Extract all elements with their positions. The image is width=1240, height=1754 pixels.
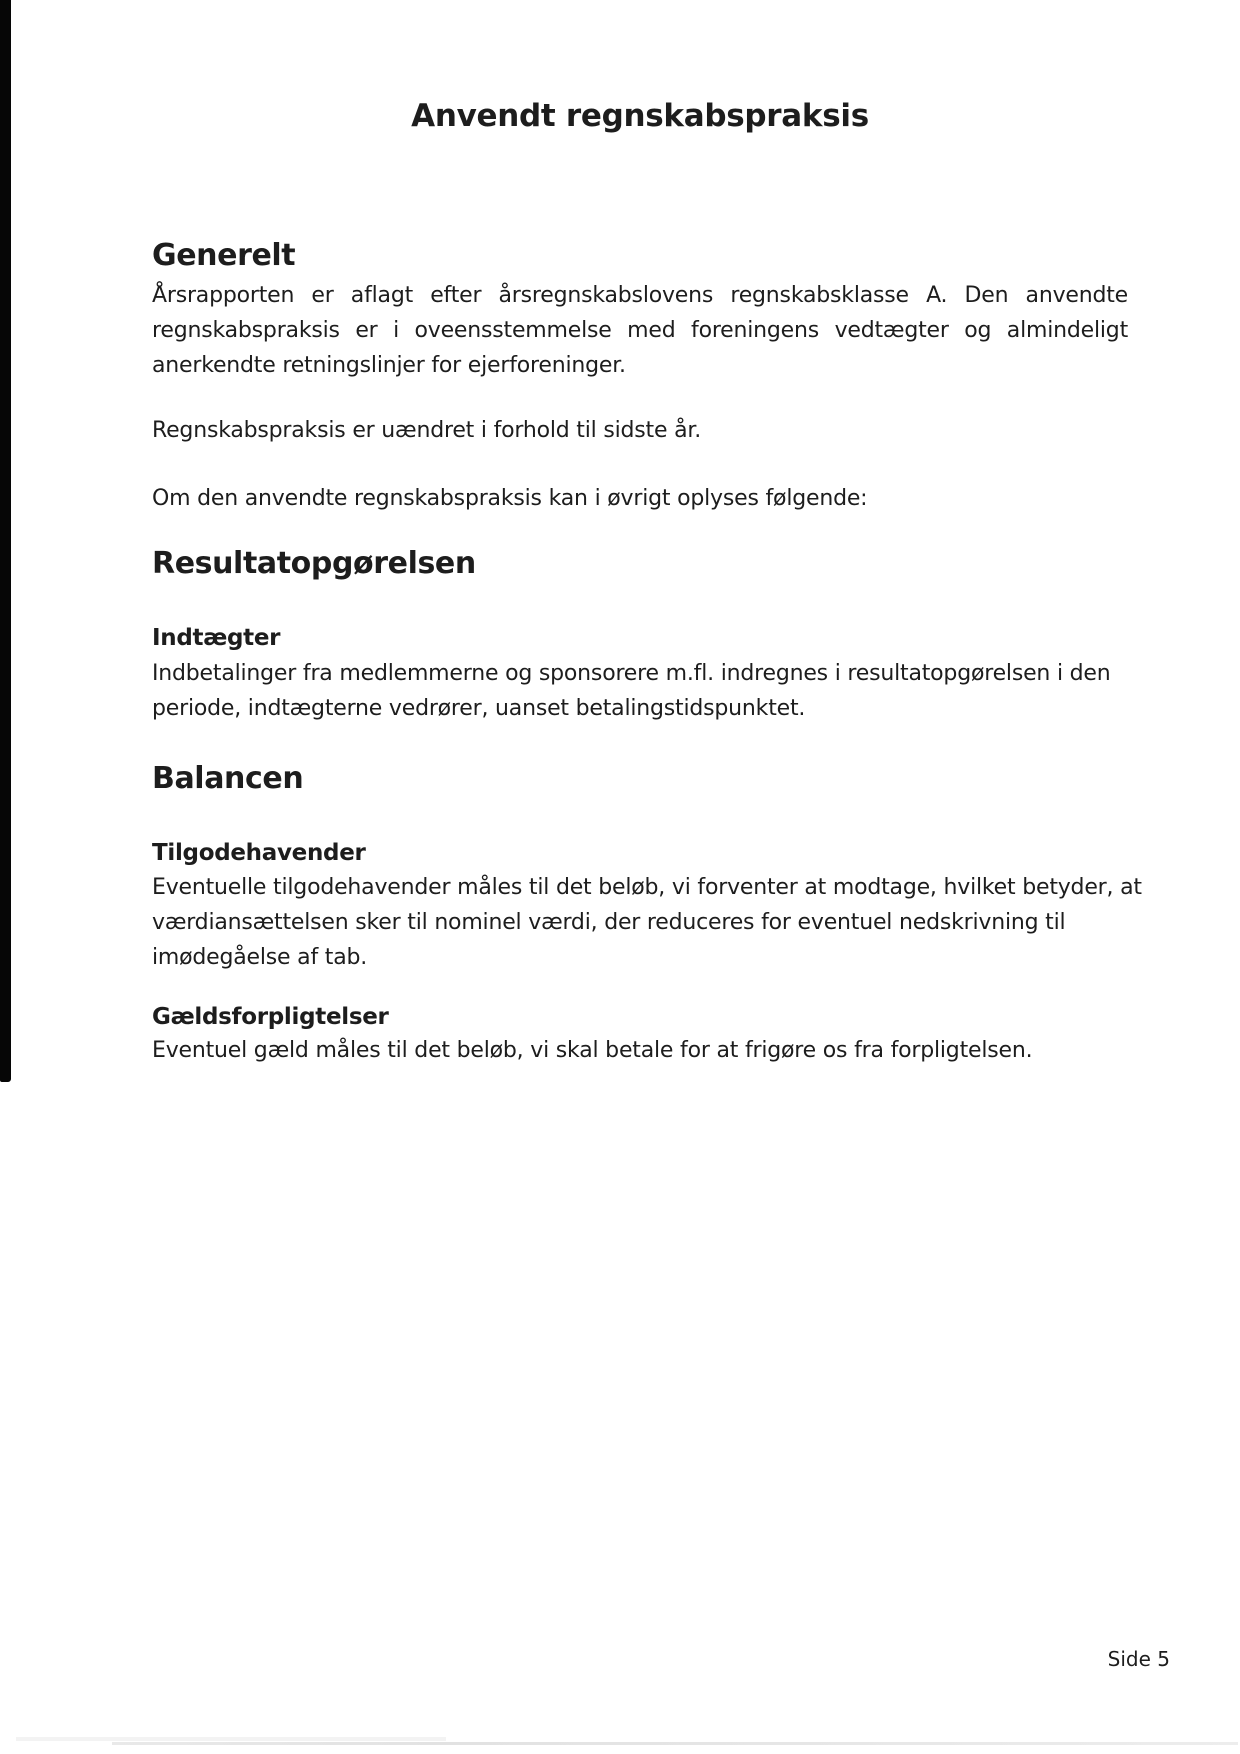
section-heading-resultatopgoerelsen: Resultatopgørelsen bbox=[152, 546, 476, 581]
page-number: Side 5 bbox=[1107, 1647, 1170, 1671]
scan-edge-artifact-left bbox=[0, 0, 11, 1082]
paragraph-line: værdiansættelsen sker til nominel værdi, der reduceres for eventuel nedskrivning til bbox=[152, 910, 1066, 935]
paragraph-gaeldsforpligtelser bbox=[152, 1033, 1162, 1068]
paragraph-line: Indbetalinger fra medlemmerne og sponsorere m.fl. indregnes i resultatopgørelsen i den bbox=[152, 661, 1111, 686]
section-heading-balancen: Balancen bbox=[152, 761, 304, 796]
paragraph-indtaegter bbox=[152, 656, 1162, 726]
paragraph-line: Eventuelle tilgodehavender måles til det beløb, vi forventer at modtage, hvilket betyder, at bbox=[152, 875, 1142, 900]
page-title: Anvendt regnskabspraksis bbox=[411, 98, 869, 134]
paragraph-line: Eventuel gæld måles til det beløb, vi skal betale for at frigøre os fra forpligtelsen. bbox=[152, 1038, 1033, 1063]
paragraph-generelt-2 bbox=[152, 413, 1162, 448]
paragraph-generelt-3 bbox=[152, 481, 1162, 516]
paragraph-line: Regnskabspraksis er uændret i forhold til sidste år. bbox=[152, 418, 702, 443]
paragraph-line: Årsrapporten er aflagt efter årsregnskabslovens regnskabsklasse A. Den anvendte bbox=[152, 283, 1128, 308]
section-heading-generelt: Generelt bbox=[152, 238, 296, 273]
paragraph-line: regnskabspraksis er i oveensstemmelse med foreningens vedtægter og almindeligt bbox=[152, 318, 1128, 343]
paragraph-line: periode, indtægterne vedrører, uanset betalingstidspunktet. bbox=[152, 696, 806, 721]
subheading-tilgodehavender: Tilgodehavender bbox=[152, 840, 366, 866]
subheading-indtaegter: Indtægter bbox=[152, 625, 281, 651]
paragraph-generelt-1 bbox=[152, 278, 1128, 383]
paragraph-line: Om den anvendte regnskabspraksis kan i øvrigt oplyses følgende: bbox=[152, 486, 868, 511]
paragraph-line: imødegåelse af tab. bbox=[152, 945, 368, 970]
paragraph-line: anerkendte retningslinjer for ejerforeninger. bbox=[152, 353, 626, 378]
paragraph-tilgodehavender bbox=[152, 870, 1162, 975]
scan-artifact-bottom-smudge bbox=[16, 1737, 446, 1741]
scan-artifact-bottom-line bbox=[112, 1742, 1238, 1745]
subheading-gaeldsforpligtelser: Gældsforpligtelser bbox=[152, 1004, 389, 1030]
